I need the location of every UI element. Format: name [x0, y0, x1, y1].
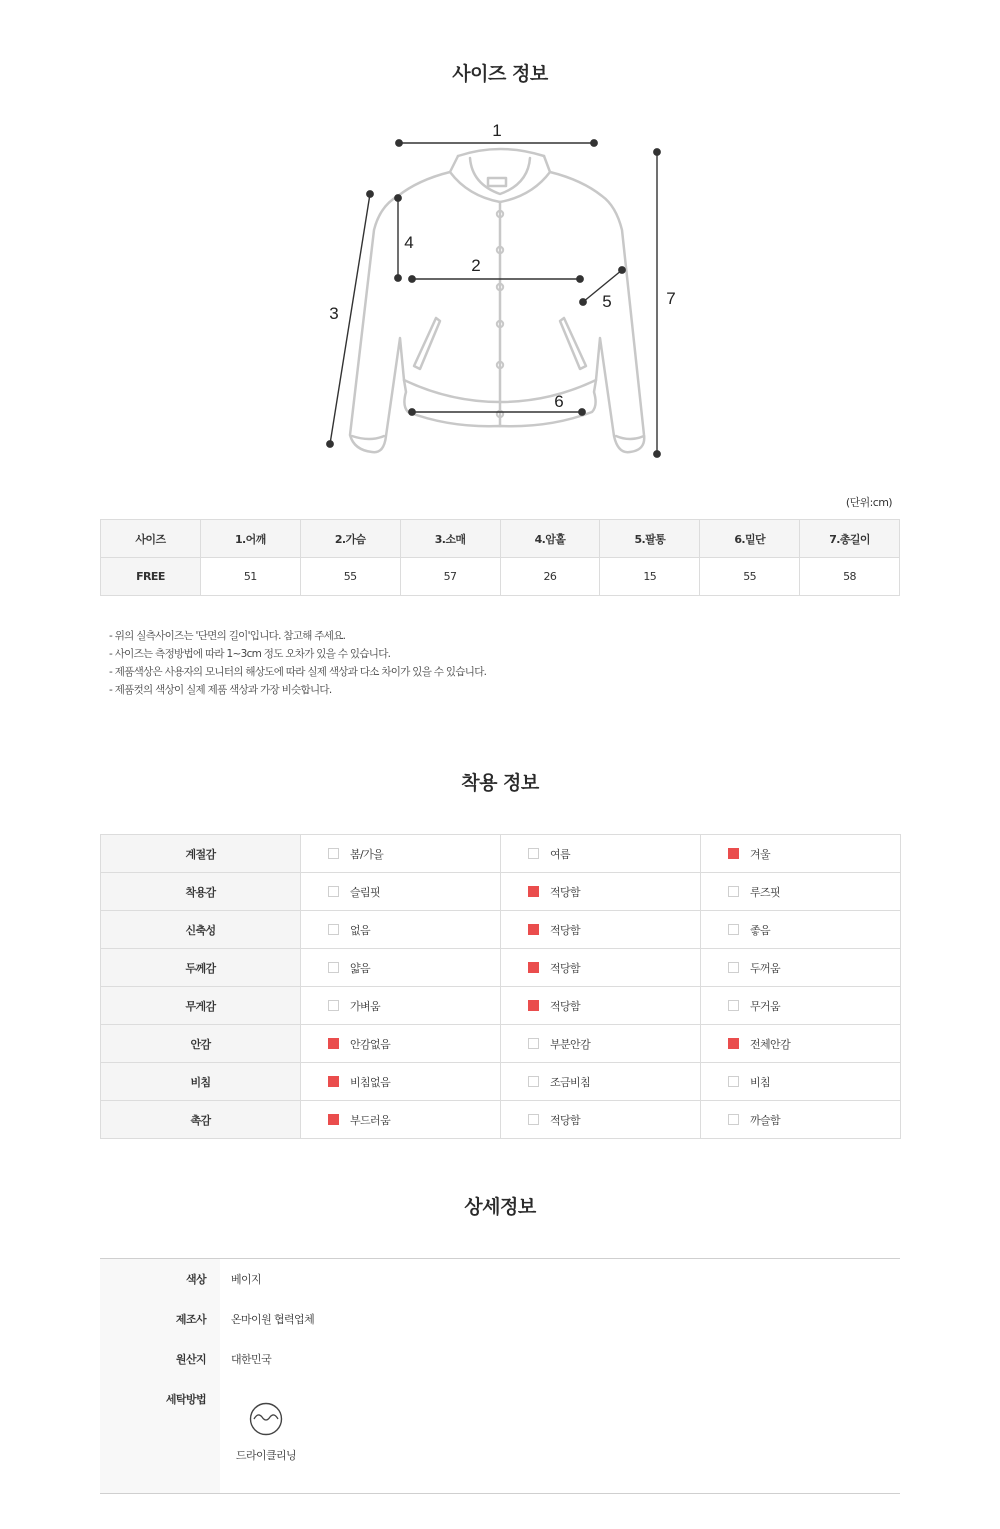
size-notes — [109, 627, 486, 699]
size-value-cell: 26 — [500, 558, 600, 596]
size-table — [100, 519, 900, 596]
detail-value: 베이지 — [231, 1273, 262, 1286]
size-header-cell: 2.가슴 — [300, 520, 400, 558]
fit-option-label: 겨울 — [750, 847, 771, 861]
size-value-cell: 58 — [800, 558, 900, 596]
fit-option — [301, 1063, 501, 1101]
fit-option-label: 적당함 — [550, 923, 581, 937]
size-header-cell: 4.암홀 — [500, 520, 600, 558]
fit-option — [501, 911, 701, 949]
detail-label: 원산지 — [175, 1353, 206, 1366]
measure-label-2: 2 — [471, 256, 481, 275]
checked-checkbox — [328, 1038, 339, 1049]
size-note: - 제품컷의 색상이 실제 제품 색상과 가장 비슷합니다. — [109, 684, 332, 696]
detail-value: 온마이원 협력업체 — [231, 1313, 315, 1326]
fit-option — [301, 835, 501, 873]
fit-category: 비침 — [101, 1063, 301, 1101]
fit-option-label: 얇음 — [350, 961, 371, 975]
size-table-header-row — [101, 520, 900, 558]
detail-label: 세탁방법 — [165, 1393, 206, 1406]
checked-checkbox — [528, 1000, 539, 1011]
fit-row — [101, 987, 901, 1025]
size-value-cell: 57 — [400, 558, 500, 596]
fit-option — [701, 987, 901, 1025]
unchecked-checkbox — [328, 1000, 339, 1011]
fit-option — [301, 873, 501, 911]
measure-label-5: 5 — [602, 292, 612, 311]
unchecked-checkbox — [728, 1076, 739, 1087]
fit-option — [701, 1101, 901, 1139]
unchecked-checkbox — [328, 886, 339, 897]
fit-option-label: 비침 — [750, 1075, 771, 1089]
fit-option-label: 까슬함 — [750, 1113, 781, 1127]
measure-label-6: 6 — [554, 392, 564, 411]
checked-checkbox — [328, 1076, 339, 1087]
checked-checkbox — [528, 924, 539, 935]
size-table-row — [101, 558, 900, 596]
unchecked-checkbox — [528, 1114, 539, 1125]
fit-category: 착용감 — [101, 873, 301, 911]
fit-section-title: 착용 정보 — [461, 772, 539, 794]
unit-label: (단위:cm) — [845, 496, 892, 509]
unchecked-checkbox — [528, 1076, 539, 1087]
fit-row — [101, 949, 901, 987]
fit-category: 안감 — [101, 1025, 301, 1063]
wash-label: 드라이클리닝 — [235, 1449, 297, 1462]
measure-label-1: 1 — [492, 121, 502, 140]
fit-option-label: 부드러움 — [350, 1113, 391, 1127]
detail-section-title: 상세정보 — [464, 1196, 536, 1218]
size-note: - 제품색상은 사용자의 모니터의 해상도에 따라 실제 색상과 다소 차이가 있을 수 있습니다. — [109, 666, 487, 678]
fit-option-label: 적당함 — [550, 1113, 581, 1127]
fit-option — [501, 1101, 701, 1139]
fit-option-label: 적당함 — [550, 885, 581, 899]
checked-checkbox — [528, 962, 539, 973]
size-value-cell: FREE — [101, 558, 201, 596]
fit-option-label: 적당함 — [550, 961, 581, 975]
measure-label-7: 7 — [666, 289, 676, 308]
measure-label-4: 4 — [404, 233, 414, 252]
fit-option — [501, 987, 701, 1025]
checked-checkbox — [328, 1114, 339, 1125]
size-note: - 위의 실측사이즈는 '단면의 길이'입니다. 참고해 주세요. — [109, 630, 346, 642]
fit-option — [301, 911, 501, 949]
detail-label: 제조사 — [175, 1313, 206, 1326]
fit-option — [501, 1025, 701, 1063]
unchecked-checkbox — [528, 848, 539, 859]
size-header-cell: 6.밑단 — [700, 520, 800, 558]
size-header-cell: 5.팔통 — [600, 520, 700, 558]
fit-option-label: 안감없음 — [350, 1037, 391, 1051]
fit-option — [301, 987, 501, 1025]
fit-category: 신축성 — [101, 911, 301, 949]
size-header-cell: 1.어깨 — [200, 520, 300, 558]
checked-checkbox — [728, 1038, 739, 1049]
fit-option — [501, 949, 701, 987]
fit-option-label: 비침없음 — [350, 1075, 391, 1089]
fit-option — [701, 835, 901, 873]
unchecked-checkbox — [728, 962, 739, 973]
fit-option — [501, 1063, 701, 1101]
jacket-outline — [350, 149, 644, 452]
fit-option — [701, 873, 901, 911]
fit-option-label: 슬림핏 — [350, 885, 381, 899]
fit-row — [101, 911, 901, 949]
size-header-cell: 사이즈 — [101, 520, 201, 558]
jacket-size-diagram — [300, 110, 700, 470]
fit-option-label: 가벼움 — [350, 999, 381, 1013]
fit-option — [701, 1025, 901, 1063]
checked-checkbox — [728, 848, 739, 859]
fit-option-label: 적당함 — [550, 999, 581, 1013]
fit-row — [101, 873, 901, 911]
fit-option-label: 여름 — [550, 847, 571, 861]
fit-category: 촉감 — [101, 1101, 301, 1139]
checked-checkbox — [528, 886, 539, 897]
detail-value: 대한민국 — [231, 1353, 272, 1366]
fit-category: 무게감 — [101, 987, 301, 1025]
size-section-title: 사이즈 정보 — [452, 63, 548, 85]
fit-row — [101, 1025, 901, 1063]
fit-category: 계절감 — [101, 835, 301, 873]
unchecked-checkbox — [728, 1114, 739, 1125]
fit-row — [101, 835, 901, 873]
fit-option-label: 없음 — [350, 923, 371, 937]
detail-label: 색상 — [185, 1273, 206, 1286]
unchecked-checkbox — [528, 1038, 539, 1049]
fit-category: 두께감 — [101, 949, 301, 987]
size-value-cell: 51 — [200, 558, 300, 596]
fit-table — [100, 834, 901, 1139]
fit-option — [301, 1101, 501, 1139]
size-value-cell: 55 — [700, 558, 800, 596]
fit-option — [501, 835, 701, 873]
size-value-cell: 55 — [300, 558, 400, 596]
fit-row — [101, 1063, 901, 1101]
fit-row — [101, 1101, 901, 1139]
fit-option-label: 두꺼움 — [750, 961, 781, 975]
wash-method — [230, 1401, 302, 1463]
unchecked-checkbox — [728, 1000, 739, 1011]
unchecked-checkbox — [328, 924, 339, 935]
size-note: - 사이즈는 측정방법에 따라 1~3cm 정도 오차가 있을 수 있습니다. — [109, 648, 391, 660]
fit-option-label: 좋음 — [750, 923, 771, 937]
fit-option — [701, 911, 901, 949]
measure-label-3: 3 — [329, 304, 339, 323]
dry-cleaning-icon — [248, 1401, 284, 1437]
unchecked-checkbox — [728, 924, 739, 935]
fit-option — [301, 1025, 501, 1063]
fit-option-label: 전체안감 — [750, 1037, 791, 1051]
fit-option — [701, 1063, 901, 1101]
fit-option-label: 조금비침 — [550, 1075, 591, 1089]
unchecked-checkbox — [328, 848, 339, 859]
size-value-cell: 15 — [600, 558, 700, 596]
fit-option — [301, 949, 501, 987]
unchecked-checkbox — [728, 886, 739, 897]
fit-option — [501, 873, 701, 911]
fit-option-label: 봄/가을 — [350, 847, 384, 861]
fit-option — [701, 949, 901, 987]
size-header-cell: 7.총길이 — [800, 520, 900, 558]
size-header-cell: 3.소매 — [400, 520, 500, 558]
fit-option-label: 루즈핏 — [750, 885, 781, 899]
fit-option-label: 무거움 — [750, 999, 781, 1013]
detail-info-box — [100, 1258, 900, 1494]
unchecked-checkbox — [328, 962, 339, 973]
fit-option-label: 부분안감 — [550, 1037, 591, 1051]
